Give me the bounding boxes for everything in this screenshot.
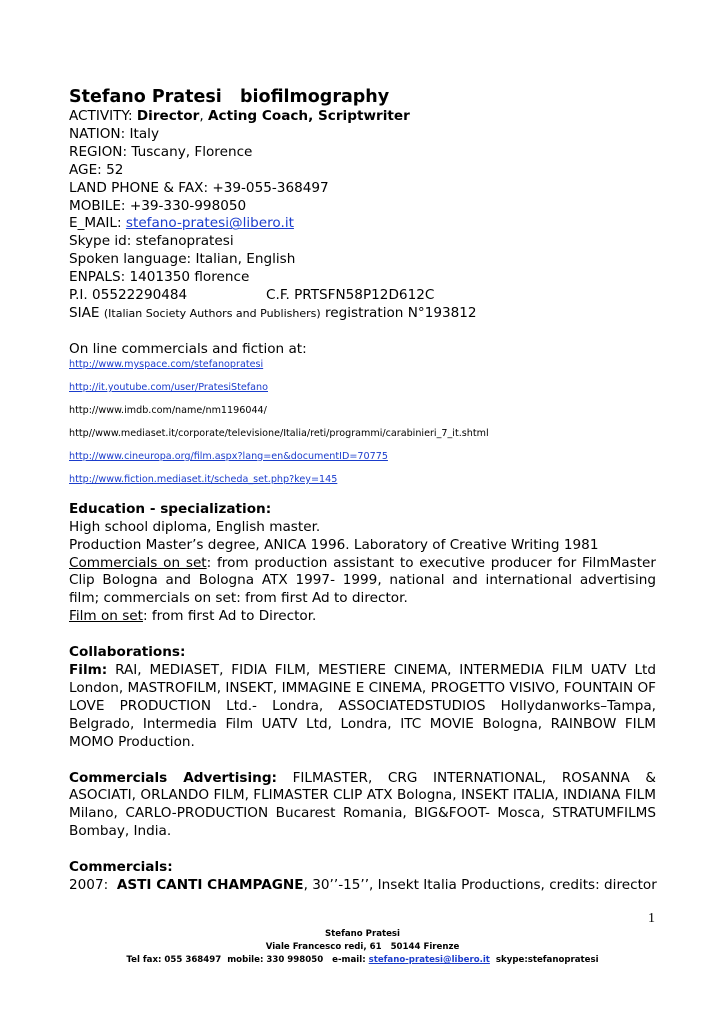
film-on-set-text: : from first Ad to Director. bbox=[142, 608, 317, 625]
email-link[interactable]: stefano-pratesi@libero.it bbox=[125, 215, 294, 232]
commercial-title: ASTI CANTI CHAMPAGNE bbox=[116, 877, 304, 894]
page-footer bbox=[0, 928, 725, 967]
pi-number: P.I. 05522290484 bbox=[69, 287, 188, 304]
footer-contact bbox=[0, 954, 725, 967]
online-heading: On line commercials and fiction at: bbox=[69, 340, 307, 357]
email-line bbox=[69, 215, 656, 233]
link-imdb: http://www.imdb.com/name/nm1196044/ bbox=[69, 404, 267, 416]
siae-note: (Italian Society Authors and Publishers) bbox=[103, 306, 321, 320]
collaborations-film-text: RAI, MEDIASET, FIDIA FILM, MESTIERE CINEMA, INTERMEDIA FILM UATV Ltd London, MASTROFILM, INSEKT, IMMAGINE E CINEMA, PROGETTO VISIVO, FOUNTAIN OF LOVE PRODUCTION Ltd.- Londra, ASSOCIATEDSTUDIOS Hollydanworks–Tampa, Belgrado, Intermedia Film UATV Ltd, Londra, ITC MOVIE Bologna, RAINBOW FILM MOMO Production. bbox=[69, 662, 656, 750]
activity-roles: Acting Coach, Scriptwriter bbox=[208, 108, 410, 124]
cf-number: C.F. PRTSFN58P12D612C bbox=[266, 287, 435, 304]
link-fiction-mediaset[interactable]: http://www.fiction.mediaset.it/scheda_set.php?key=145 bbox=[69, 473, 338, 485]
activity-director: Director bbox=[136, 108, 200, 124]
commercials-advertising-label: Commercials Advertising: bbox=[69, 769, 277, 786]
commercials-advertising-paragraph bbox=[69, 770, 656, 842]
siae-registration: registration N°193812 bbox=[320, 304, 477, 321]
commercials-heading: Commercials: bbox=[69, 859, 173, 876]
footer-email-link[interactable]: stefano-pratesi@libero.it bbox=[368, 955, 490, 965]
commercial-entry bbox=[69, 877, 656, 895]
age-line: AGE: 52 bbox=[69, 161, 124, 178]
footer-address: Viale Francesco redi, 61 50144 Firenze bbox=[265, 942, 460, 952]
link-mediaset-carabinieri: http//www.mediaset.it/corporate/televisione/Italia/reti/programmi/carabinieri_7_it.shtml bbox=[69, 427, 489, 439]
link-myspace[interactable]: http://www.myspace.com/stefanopratesi bbox=[69, 358, 264, 370]
footer-skype: skype:stefanopratesi bbox=[489, 955, 599, 965]
spoken-language-line: Spoken language: Italian, English bbox=[69, 251, 296, 268]
skype-line: Skype id: stefanopratesi bbox=[69, 233, 234, 250]
mobile-line: MOBILE: +39-330-998050 bbox=[69, 197, 247, 214]
film-on-set-line bbox=[69, 608, 656, 626]
education-heading: Education - specialization: bbox=[69, 500, 272, 517]
page-number: 1 bbox=[648, 911, 655, 926]
link-youtube[interactable]: http://it.youtube.com/user/PratesiStefano bbox=[69, 381, 268, 393]
title-suffix: biofilmography bbox=[240, 87, 390, 107]
tax-ids-line bbox=[69, 287, 656, 305]
enpals-line: ENPALS: 1401350 florence bbox=[69, 269, 250, 286]
nation-line: NATION: Italy bbox=[69, 125, 159, 142]
email-label: E_MAIL: bbox=[69, 215, 126, 232]
collaborations-film-paragraph bbox=[69, 662, 656, 752]
collaborations-film-label: Film: bbox=[69, 662, 108, 679]
film-on-set-label: Film on set bbox=[69, 608, 143, 625]
document-body bbox=[69, 86, 656, 895]
title-name: Stefano Pratesi bbox=[69, 87, 222, 107]
siae-prefix: SIAE bbox=[69, 304, 104, 321]
footer-name: Stefano Pratesi bbox=[324, 929, 400, 939]
education-line-2: Production Master’s degree, ANICA 1996. Laboratory of Creative Writing 1981 bbox=[69, 536, 599, 553]
link-cineuropa[interactable]: http://www.cineuropa.org/film.aspx?lang=en&documentID=70775 bbox=[69, 450, 388, 462]
commercials-advertising-text: FILMASTER, CRG INTERNATIONAL, ROSANNA & ASOCIATI, ORLANDO FILM, FLIMASTER CLIP ATX Bologna, INSEKT ITALIA, INDIANA FILM Milano, CARLO-PRODUCTION Bucarest Romania, BIG&FOOT- Mosca, STRATUMFILMS Bombay, India. bbox=[69, 769, 656, 840]
collaborations-heading: Collaborations: bbox=[69, 644, 186, 661]
activity-label: ACTIVITY: bbox=[69, 108, 137, 124]
activity-separator: , bbox=[199, 108, 208, 124]
page-title bbox=[69, 86, 656, 108]
region-line: REGION: Tuscany, Florence bbox=[69, 143, 253, 160]
siae-line bbox=[69, 305, 656, 323]
education-line-1: High school diploma, English master. bbox=[69, 518, 321, 535]
footer-contact-prefix: Tel fax: 055 368497 mobile: 330 998050 e-mail: bbox=[126, 955, 369, 965]
activity-line bbox=[69, 108, 656, 126]
commercial-details: , 30’’-15’’, Insekt Italia Productions, credits: director bbox=[303, 877, 657, 894]
commercials-on-set-text: : from production assistant to executive producer for FilmMaster Clip Bologna and Bologna ATX 1997- 1999, national and international advertising film; commercials on set: from first Ad to director. bbox=[69, 554, 656, 607]
commercials-on-set-label: Commercials on set bbox=[69, 554, 207, 571]
land-phone-line: LAND PHONE & FAX: +39-055-368497 bbox=[69, 179, 329, 196]
commercials-on-set-paragraph bbox=[69, 555, 656, 609]
commercial-year: 2007: bbox=[69, 877, 117, 894]
